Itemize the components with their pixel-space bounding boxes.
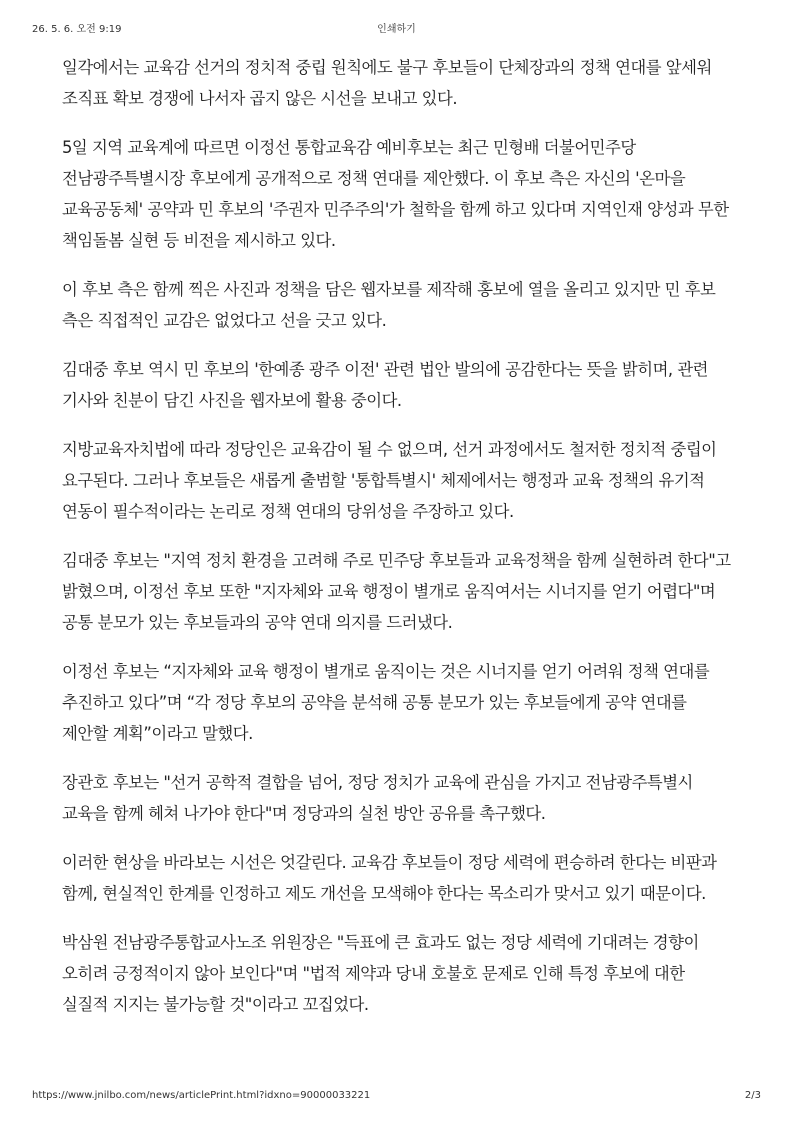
article-body xyxy=(62,52,734,1038)
article-paragraph: 5일 지역 교육계에 따르면 이정선 통합교육감 예비후보는 최근 민형배 더불어민주당 전남광주특별시장 후보에게 공개적으로 정책 연대를 제안했다. 이 후보 측은 자신의 '온마을 교육공동체' 공약과 민 후보의 '주권자 민주주의'가 철학을 함께 하고 있다며 지역인재 양성과 무한 책임돌봄 실현 등 비전을 제시하고 있다. xyxy=(62,138,729,250)
article-paragraph: 김대중 후보 역시 민 후보의 '한예종 광주 이전' 관련 법안 발의에 공감한다는 뜻을 밝히며, 관련 기사와 친분이 담긴 사진을 웹자보에 활용 중이다. xyxy=(62,360,708,410)
print-datetime: 26. 5. 6. 오전 9:19 xyxy=(32,24,122,35)
print-header xyxy=(32,20,761,34)
print-footer xyxy=(32,1090,761,1104)
article-paragraph: 장관호 후보는 "선거 공학적 결합을 넘어, 정당 정치가 교육에 관심을 가지고 전남광주특별시 교육을 함께 헤쳐 나가야 한다"며 정당과의 실천 방안 공유를 촉구했다. xyxy=(62,773,693,823)
article-paragraph: 일각에서는 교육감 선거의 정치적 중립 원칙에도 불구 후보들이 단체장과의 정책 연대를 앞세워 조직표 확보 경쟁에 나서자 곱지 않은 시선을 보내고 있다. xyxy=(62,58,712,108)
article-paragraph: 김대중 후보는 "지역 정치 환경을 고려해 주로 민주당 후보들과 교육정책을 함께 실현하려 한다"고 밝혔으며, 이정선 후보 또한 "지자체와 교육 행정이 별개로 움직여서는 시너지를 얻기 어렵다"며 공통 분모가 있는 후보들과의 공약 연대 의지를 드러냈다. xyxy=(62,551,731,632)
print-title: 인쇄하기 xyxy=(377,24,416,35)
article-paragraph: 이정선 후보는 “지자체와 교육 행정이 별개로 움직이는 것은 시너지를 얻기 어려워 정책 연대를 추진하고 있다”며 “각 정당 후보의 공약을 분석해 공통 분모가 있는 후보들에게 공약 연대를 제안할 계획”이라고 말했다. xyxy=(62,662,710,743)
article-paragraph: 이러한 현상을 바라보는 시선은 엇갈린다. 교육감 후보들이 정당 세력에 편승하려 한다는 비판과 함께, 현실적인 한계를 인정하고 제도 개선을 모색해야 한다는 목소리가 맞서고 있기 때문이다. xyxy=(62,853,717,903)
article-paragraph: 이 후보 측은 함께 찍은 사진과 정책을 담은 웹자보를 제작해 홍보에 열을 올리고 있지만 민 후보 측은 직접적인 교감은 없었다고 선을 긋고 있다. xyxy=(62,280,716,330)
article-paragraph: 박삼원 전남광주통합교사노조 위원장은 "득표에 큰 효과도 없는 정당 세력에 기대려는 경향이 오히려 긍정적이지 않아 보인다"며 "법적 제약과 당내 호불호 문제로 인해 특정 후보에 대한 실질적 지지는 불가능할 것"이라고 꼬집었다. xyxy=(62,933,699,1014)
article-paragraph: 지방교육자치법에 따라 정당인은 교육감이 될 수 없으며, 선거 과정에서도 철저한 정치적 중립이 요구된다. 그러나 후보들은 새롭게 출범할 '통합특별시' 체제에서는 행정과 교육 정책의 유기적 연동이 필수적이라는 논리로 정책 연대의 당위성을 주장하고 있다. xyxy=(62,440,717,521)
print-source-url: https://www.jnilbo.com/news/articlePrint.html?idxno=90000033221 xyxy=(32,1090,371,1101)
page-number: 2/3 xyxy=(744,1090,761,1101)
